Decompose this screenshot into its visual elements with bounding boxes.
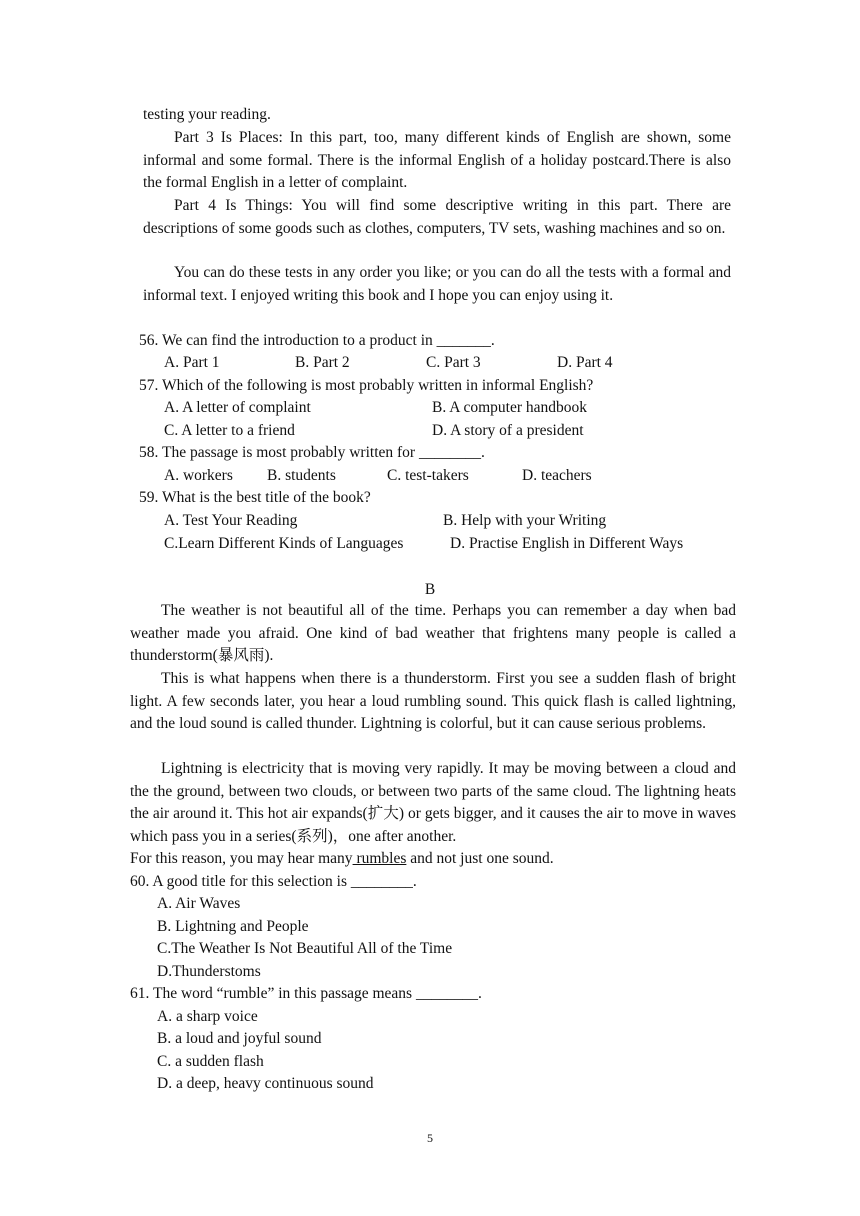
question-58-option-c[interactable]: C. test-takers: [387, 467, 469, 484]
passage-a-paragraph-part4: Part 4 Is Things: You will find some descriptive writing in this part. There are descriptions of some goods such as clothes, computers, TV sets, washing machines and so on.: [143, 197, 731, 237]
passage-a-lead-line: testing your reading.: [143, 106, 271, 123]
question-58-option-a[interactable]: A. workers: [164, 467, 233, 484]
section-b-heading: B: [424, 581, 436, 598]
section-b-paragraph-1: The weather is not beautiful all of the time. Perhaps you can remember a day when bad weather made you afraid. One kind of bad weather that frightens many people is called a thunderstorm(暴风雨).: [130, 602, 736, 665]
question-61-option-a[interactable]: A. a sharp voice: [157, 1008, 258, 1025]
question-56-option-c[interactable]: C. Part 3: [426, 354, 481, 371]
question-61-option-c[interactable]: C. a sudden flash: [157, 1053, 264, 1070]
question-59-option-d[interactable]: D. Practise English in Different Ways: [450, 535, 684, 552]
question-61-option-b[interactable]: B. a loud and joyful sound: [157, 1030, 322, 1047]
question-56-option-a[interactable]: A. Part 1: [164, 354, 220, 371]
question-60-option-d[interactable]: D.Thunderstoms: [157, 963, 261, 980]
question-60-option-b[interactable]: B. Lightning and People: [157, 918, 309, 935]
question-58-stem: 58. The passage is most probably written for ________.: [139, 444, 485, 461]
question-58-option-d[interactable]: D. teachers: [522, 467, 592, 484]
question-59-option-c[interactable]: C.Learn Different Kinds of Languages: [164, 535, 404, 552]
last-line-before: For this reason, you may hear many: [130, 850, 353, 867]
passage-a-paragraph-closing: You can do these tests in any order you like; or you can do all the tests with a formal and informal text. I enjoyed writing this book and I hope you can enjoy using it.: [143, 264, 731, 304]
question-56-option-d[interactable]: D. Part 4: [557, 354, 613, 371]
page-number: 5: [427, 1131, 433, 1145]
last-line-after: and not just one sound.: [406, 850, 554, 867]
question-60-option-a[interactable]: A. Air Waves: [157, 895, 241, 912]
passage-a-paragraph-part3: Part 3 Is Places: In this part, too, many different kinds of English are shown, some informal and some formal. There is the informal English of a holiday postcard.There is also the formal English in a letter of complaint.: [143, 129, 731, 192]
section-b-last-line: [130, 848, 554, 871]
section-b-paragraph-2: This is what happens when there is a thunderstorm. First you see a sudden flash of bright light. A few seconds later, you hear a loud rumbling sound. This quick flash is called lightning, and the loud sound is called thunder. Lightning is colorful, but it can cause serious problems.: [130, 670, 736, 733]
question-57-option-c[interactable]: C. A letter to a friend: [164, 422, 295, 439]
rumbles-underlined: rumbles: [352, 850, 407, 867]
question-60-option-c[interactable]: C.The Weather Is Not Beautiful All of the Time: [157, 940, 453, 957]
question-57-option-b[interactable]: B. A computer handbook: [432, 399, 587, 416]
section-b-paragraph-3: Lightning is electricity that is moving very rapidly. It may be moving between a cloud and the the ground, between two clouds, or between two parts of the same cloud. The lightning heats the air around it. This hot air expands(扩大) or gets bigger, and it causes the air to move in waves which pass you in a series(系列)，one after another.: [130, 760, 736, 845]
question-61-option-d[interactable]: D. a deep, heavy continuous sound: [157, 1075, 374, 1092]
question-60-stem: 60. A good title for this selection is ________.: [130, 873, 417, 890]
question-59-stem: 59. What is the best title of the book?: [139, 489, 371, 506]
question-59-option-a[interactable]: A. Test Your Reading: [164, 512, 298, 529]
question-57-option-a[interactable]: A. A letter of complaint: [164, 399, 311, 416]
question-59-option-b[interactable]: B. Help with your Writing: [443, 512, 607, 529]
question-57-option-d[interactable]: D. A story of a president: [432, 422, 584, 439]
question-58-option-b[interactable]: B. students: [267, 467, 336, 484]
question-61-stem: 61. The word “rumble” in this passage means ________.: [130, 985, 482, 1002]
question-56-option-b[interactable]: B. Part 2: [295, 354, 350, 371]
question-57-stem: 57. Which of the following is most probably written in informal English?: [139, 377, 594, 394]
question-56-stem: 56. We can find the introduction to a product in _______.: [139, 332, 495, 349]
